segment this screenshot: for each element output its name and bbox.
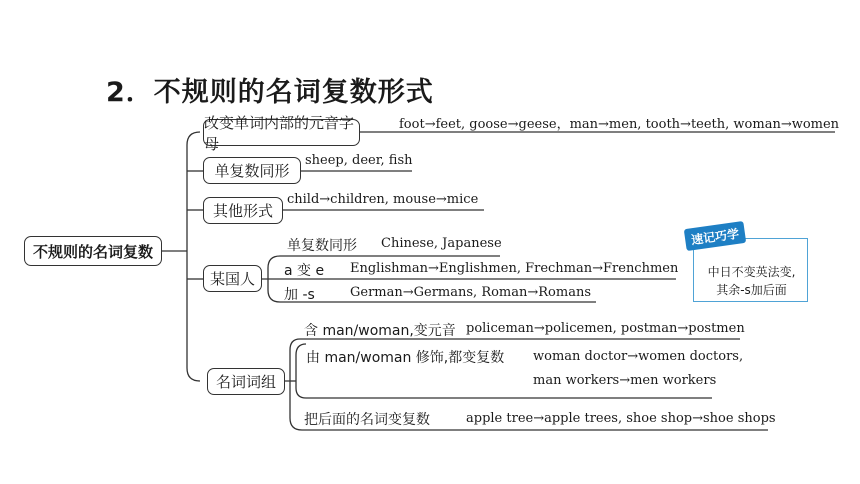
nationality-same-form-label: 单复数同形: [287, 238, 357, 254]
nationality-add-s-examples: German→Germans, Roman→Romans: [350, 285, 592, 300]
root-node: 不规则的名词复数: [24, 236, 162, 266]
phrase-modified-example-1: woman doctor→women doctors,: [533, 349, 744, 364]
phrase-modified-label: 由 man/woman 修饰,都变复数: [306, 350, 505, 366]
other-forms-examples: child→children, mouse→mice: [287, 192, 479, 207]
nationality-a-to-e-label: a 变 e: [284, 263, 325, 279]
nationality-a-to-e-examples: Englishman→Englishmen, Frechman→Frenchmen: [350, 261, 679, 276]
phrase-pluralize-last-examples: apple tree→apple trees, shoe shop→shoe shops: [466, 411, 776, 426]
memory-tip-line-2: 其余-s加后面: [716, 283, 787, 297]
branch-same-form: 单复数同形: [203, 157, 301, 184]
page-title: 2．不规则的名词复数形式: [106, 77, 434, 108]
branch-noun-phrase: 名词词组: [207, 368, 285, 395]
phrase-pluralize-last-label: 把后面的名词变复数: [304, 412, 430, 428]
vowel-change-examples: foot→feet, goose→geese，man→men, tooth→teeth, woman→women: [399, 117, 840, 132]
phrase-modified-example-2: man workers→men workers: [533, 373, 717, 388]
memory-tip-badge: 速记巧学: [684, 221, 746, 251]
phrase-man-woman-vowel-label: 含 man/woman,变元音: [304, 323, 456, 339]
branch-other-forms: 其他形式: [203, 197, 283, 224]
branch-vowel-change: 改变单词内部的元音字母: [203, 119, 360, 146]
branch-nationality: 某国人: [203, 265, 262, 292]
same-form-examples: sheep, deer, fish: [305, 153, 413, 168]
memory-tip-line-1: 中日不变英法变,: [707, 265, 796, 279]
nationality-add-s-label: 加 -s: [284, 287, 315, 303]
phrase-man-woman-vowel-examples: policeman→policemen, postman→postmen: [466, 321, 745, 336]
nationality-same-form-examples: Chinese, Japanese: [381, 236, 502, 251]
